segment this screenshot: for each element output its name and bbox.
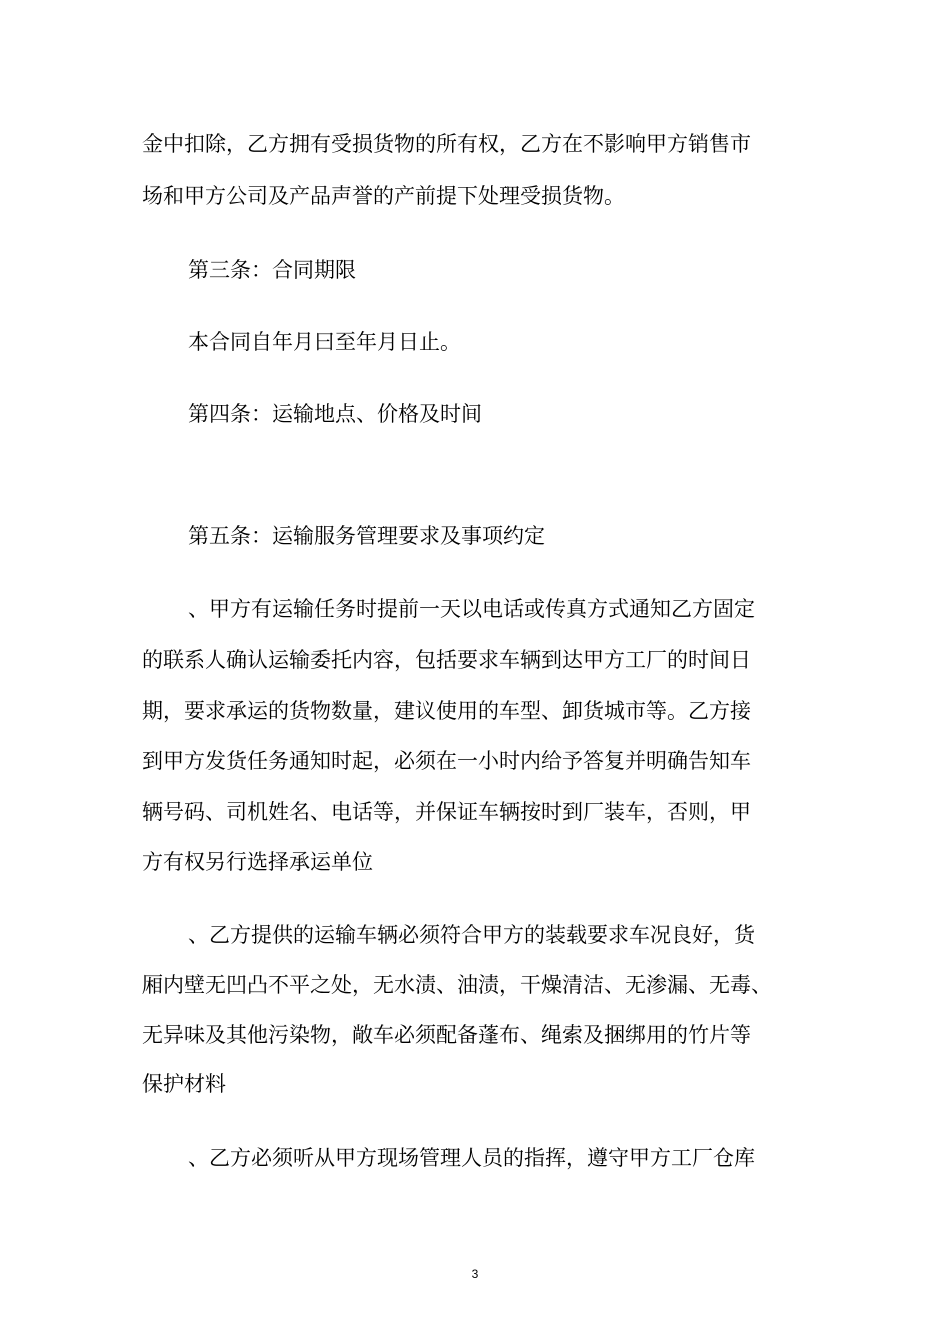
paragraph-line: 金中扣除，乙方拥有受损货物的所有权，乙方在不影响甲方销售市 [142, 132, 751, 156]
item-2-line: 保护材料 [142, 1072, 226, 1096]
item-2-line: 无异味及其他污染物，敞车必须配备蓬布、绳索及捆绑用的竹片等 [142, 1023, 751, 1047]
item-1-line: 到甲方发货任务通知时起，必须在一小时内给予答复并明确告知车 [142, 749, 751, 773]
item-1-line: 方有权另行选择承运单位 [142, 850, 373, 874]
article-3-body: 本合同自年月曰至年月日止。 [188, 330, 461, 354]
item-2-line: 、乙方提供的运输车辆必须符合甲方的装载要求车况良好，货 [188, 923, 755, 947]
page-number: 3 [471, 1267, 479, 1281]
item-2-line: 厢内壁无凹凸不平之处，无水渍、油渍，干燥清洁、无渗漏、无毒、 [142, 973, 772, 997]
item-1-line: 、甲方有运输任务时提前一天以电话或传真方式通知乙方固定 [188, 597, 755, 621]
item-1-line: 的联系人确认运输委托内容，包括要求车辆到达甲方工厂的时间日 [142, 648, 751, 672]
article-4-title: 第四条：运输地点、价格及时间 [188, 402, 482, 426]
item-1-line: 期，要求承运的货物数量，建议使用的车型、卸货城市等。乙方接 [142, 699, 751, 723]
paragraph-line: 场和甲方公司及产品声誉的产前提下处理受损货物。 [142, 184, 625, 208]
item-1-line: 辆号码、司机姓名、电话等，并保证车辆按时到厂装车，否则，甲 [142, 800, 751, 824]
article-5-title: 第五条：运输服务管理要求及事项约定 [188, 524, 545, 548]
item-3-line: 、乙方必须听从甲方现场管理人员的指挥，遵守甲方工厂仓库 [188, 1146, 755, 1170]
article-3-title: 第三条：合同期限 [188, 258, 356, 282]
